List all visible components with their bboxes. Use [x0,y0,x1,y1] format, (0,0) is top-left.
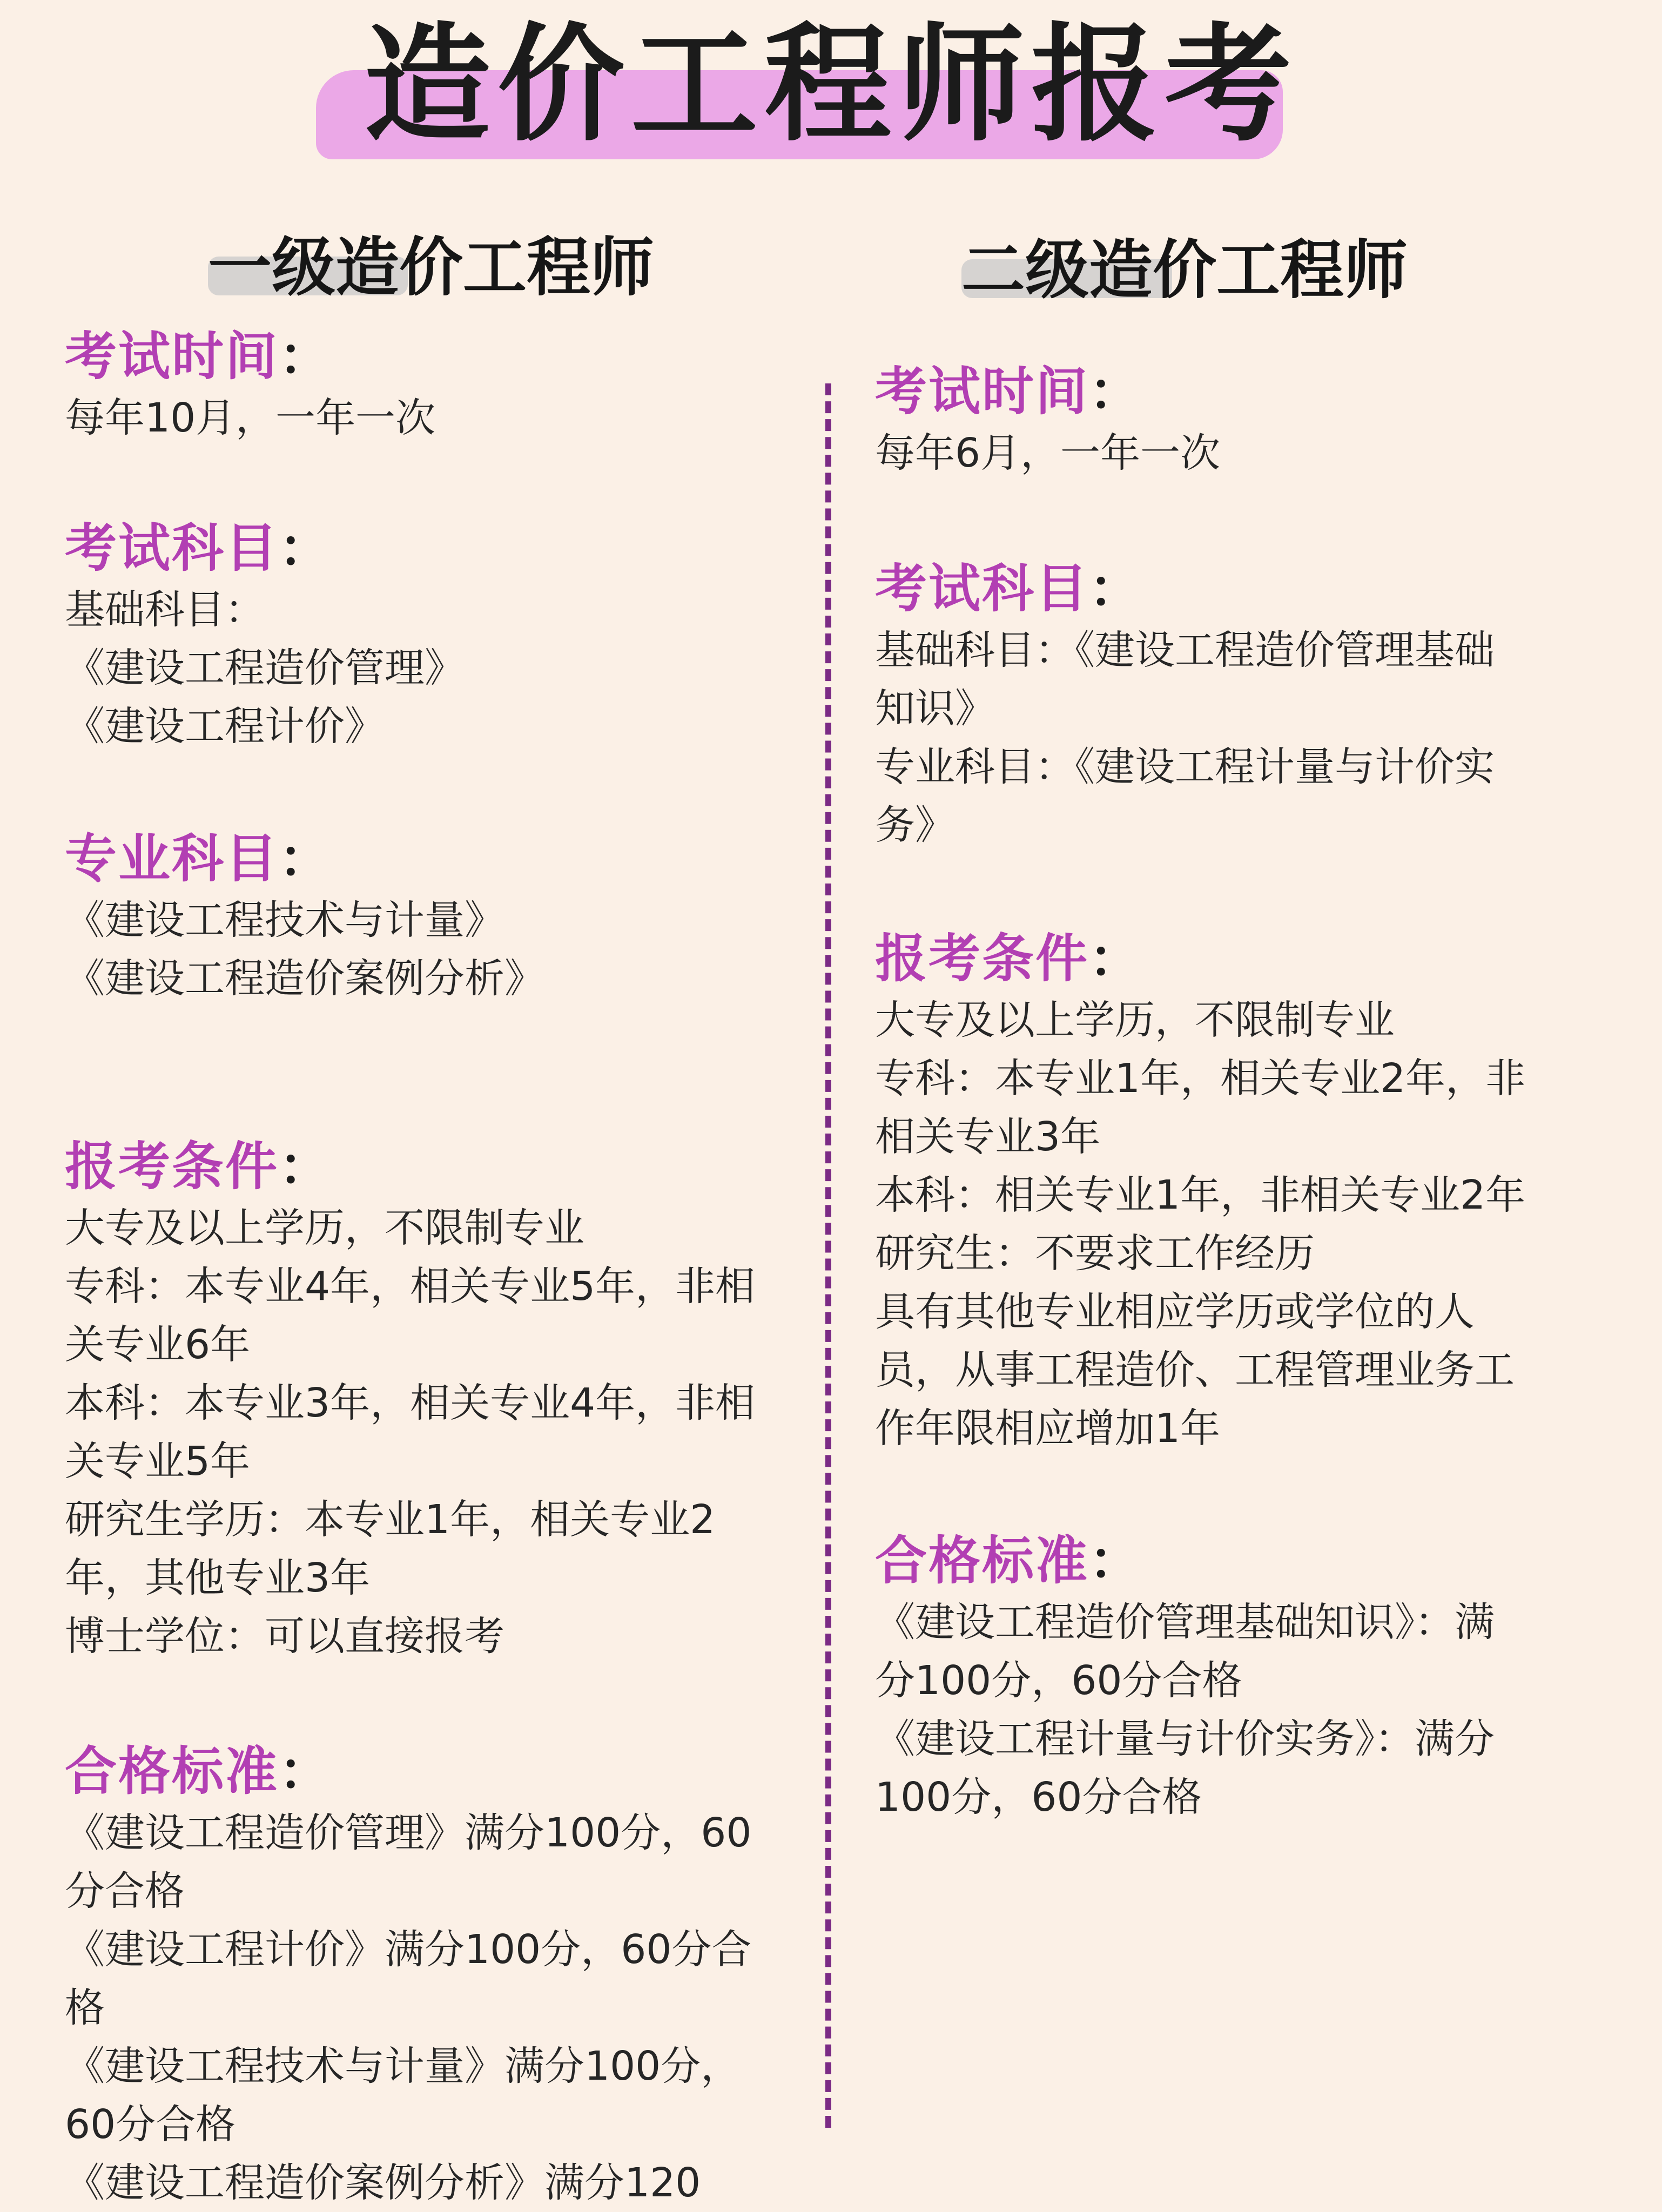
section-title: 考试时间： [875,361,1142,422]
section-line: 专业科目：《建设工程计量与计价实 [875,744,1495,790]
page-title: 造价工程师报考 [364,11,1298,159]
section-title: 考试科目： [875,558,1142,619]
section-line: 《建设工程造价案例分析》满分120 [65,2160,701,2206]
title-block [0,0,1662,178]
section-line: 知识》 [875,685,995,732]
section-line: 博士学位：可以直接报考 [65,1613,504,1660]
section-line: 基础科目：《建设工程造价管理基础 [875,627,1495,673]
section-line: 60分合格 [65,2101,236,2148]
header-level-one-text: 一级造价工程师 [208,230,655,305]
section-line: 每年10月，一年一次 [65,395,436,441]
section-line: 100分，60分合格 [875,1774,1202,1820]
section-title: 合格标准： [875,1530,1142,1591]
section-conditions [65,1134,810,1665]
section-line: 研究生学历：本专业1年，相关专业2 [65,1496,716,1543]
section-line: 《建设工程计量与计价实务》：满分 [875,1716,1495,1762]
section-title: 报考条件： [65,1136,332,1197]
section-title: 专业科目： [65,828,332,889]
section-line: 《建设工程造价管理》 [65,645,465,691]
section-subjects [875,556,1566,854]
section-title: 考试时间： [65,326,332,387]
section-line: 《建设工程造价案例分析》 [65,955,544,1002]
section-passing [65,1739,810,2212]
section-line: 年，其他专业3年 [65,1555,371,1601]
section-line: 《建设工程造价管理》满分100分，60 [65,1810,752,1856]
section-line: 员，从事工程造价、工程管理业务工 [875,1347,1515,1393]
section-line: 本科：本专业3年，相关专业4年，非相 [65,1380,756,1426]
section-line: 作年限相应增加1年 [875,1405,1221,1452]
section-passing [875,1528,1566,1826]
header-level-two-text: 二级造价工程师 [961,233,1408,307]
header-level-one [208,227,654,308]
section-conditions [875,926,1566,1458]
section-line: 《建设工程技术与计量》满分100分， [65,2043,741,2089]
header-level-two [961,230,1408,311]
section-line: 专科：本专业1年，相关专业2年，非 [875,1055,1526,1102]
section-line: 大专及以上学历，不限制专业 [65,1205,584,1251]
section-title: 考试科目： [65,517,332,578]
section-line: 《建设工程计价》 [65,703,385,750]
section-line: 《建设工程计价》满分100分，60分合 [65,1926,752,1973]
section-line: 基础科目： [65,586,265,633]
section-line: 分100分，60分合格 [875,1657,1242,1704]
column-divider [825,383,831,2128]
section-title: 合格标准： [65,1741,332,1802]
section-line: 务》 [875,802,955,848]
section-line: 格 [65,1985,105,2031]
section-line: 《建设工程造价管理基础知识》：满 [875,1599,1495,1645]
section-line: 分合格 [65,1868,185,1914]
section-line: 具有其他专业相应学历或学位的人 [875,1289,1475,1335]
section-professional-subjects [65,826,810,1008]
section-line: 专科：本专业4年，相关专业5年，非相 [65,1263,756,1310]
section-line: 研究生：不要求工作经历 [875,1230,1315,1277]
section-line: 关专业6年 [65,1321,251,1368]
section-line: 本科：相关专业1年，非相关专业2年 [875,1172,1526,1218]
section-exam-time [875,359,1566,482]
section-title: 报考条件： [875,928,1142,989]
section-line: 大专及以上学历，不限制专业 [875,997,1395,1043]
section-subjects [65,516,810,756]
section-line: 每年6月，一年一次 [875,430,1221,476]
section-line: 《建设工程技术与计量》 [65,897,504,943]
section-line: 相关专业3年 [875,1114,1101,1160]
section-exam-time [65,324,810,447]
section-line: 关专业5年 [65,1438,251,1485]
